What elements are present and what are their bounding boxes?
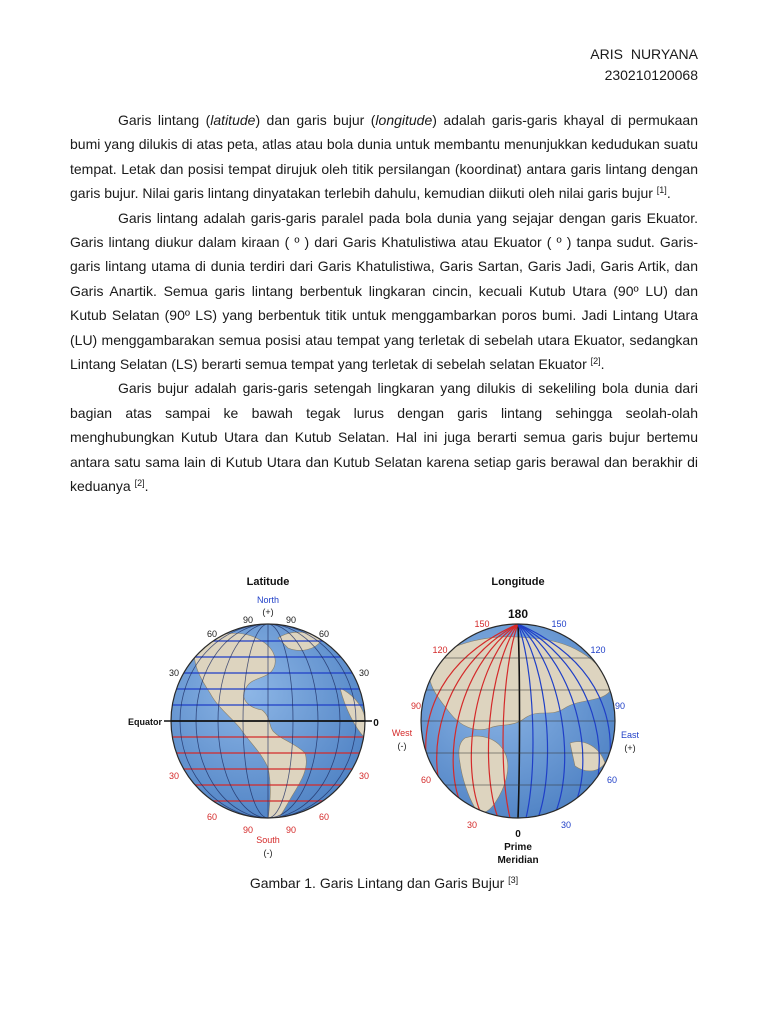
prime-label: Prime [504,842,532,853]
lon-label-e120: 120 [590,645,606,655]
lon-label-e150: 150 [551,619,567,629]
lon-label-e60: 60 [606,775,618,785]
lat-label-s30-left: 30 [168,771,180,781]
citation-ref: [2] [134,478,145,489]
lat-label-n60-left: 60 [206,629,218,639]
paragraph-2: Garis lintang adalah garis-garis paralel pada bola dunia yang sejajar dengan garis Ekuator. Garis lintang diukur dalam kiraan ( º ) dari Garis Khatulistiwa atau Ekuator ( º ) tanpa sudut. Garis-garis lintang utama di dunia terdiri dari Garis Khatulistiwa, Garis Sartan, Garis Jadi, Garis Artik, dan Garis Anartik. Semua garis lintang berbentuk lingkaran cincin, kecuali Kutub Utara (90º LU) dan Kutub Selatan (90º LS) yang berbentuk titik untuk menggambarkan poros bumi. Jadi Lintang Utara (LU) menggambarakan semua posisi atau tempat yang terletak di sebelah utara Ekuator, sedangkan Lintang Selatan (LS) berarti semua tempat yang terletak di sebelah selatan Ekuator [2]. [70,209,698,373]
lat-label-n90-right: 90 [285,615,297,625]
longitude-title: Longitude [491,576,545,588]
equator-label: Equator [127,717,162,727]
north-label: North [256,595,280,605]
lat-label-s90-left: 90 [242,825,254,835]
lon-label-e30: 30 [560,820,572,830]
west-label: West [391,728,413,738]
lon-label-0: 0 [515,829,521,840]
body-text [70,108,698,499]
lat-label-s30-right: 30 [358,771,370,781]
author-block [590,44,698,86]
lon-label-w90: 90 [410,701,422,711]
south-sign: (-) [263,848,273,858]
west-sign: (-) [397,741,407,751]
east-sign: (+) [624,743,636,753]
lat-label-s60-right: 60 [318,812,330,822]
south-label: South [256,835,280,845]
lat-label-n60-right: 60 [318,629,330,639]
lat-label-n90-left: 90 [242,615,254,625]
paragraph-3: Garis bujur adalah garis-garis setengah lingkaran yang dilukis di sekeliling bola dunia dari bagian atas sampai ke bawah tegak lurus dengan garis lintang sehingga seolah-olah menghubungkan Kutub Utara dan Kutub Selatan. Hal ini juga berarti semua garis bujur bertemu antara satu sama lain di Kutub Utara dan Kutub Selatan karena setiap garis berawal dan berakhir di keduanya [2]. [70,380,698,495]
author-id: 230210120068 [604,67,698,83]
meridian-label: Meridian [497,855,539,866]
lon-label-w60: 60 [420,775,432,785]
latitude-title: Latitude [246,576,290,588]
author-name: ARIS NURYANA [590,46,698,62]
citation-ref: [1] [656,185,667,196]
equator-zero-label: 0 [373,718,379,729]
lon-label-e90: 90 [614,701,626,711]
lon-label-180: 180 [507,607,529,621]
lon-label-w120: 120 [432,645,448,655]
lat-label-s60-left: 60 [206,812,218,822]
citation-ref: [3] [508,875,519,885]
longitude-globe [392,576,640,866]
lon-label-w30: 30 [466,820,478,830]
east-label: East [620,730,640,740]
globe-figure [100,568,680,873]
lat-label-s90-right: 90 [285,825,297,835]
lon-label-w150: 150 [474,619,490,629]
citation-ref: [2] [590,356,601,367]
paragraph-1: Garis lintang (latitude) dan garis bujur (longitude) adalah garis-garis khayal di permukaan bumi yang dilukis di atas peta, atlas atau bola dunia untuk membantu menunjukkan kedudukan suatu tempat. Letak dan posisi tempat dirujuk oleh titik persilangan (koordinat) antara garis lintang dengan garis bujur. Nilai garis lintang dinyatakan terlebih dahulu, kemudian diikuti oleh nilai garis bujur [1]. [70,112,698,202]
north-sign: (+) [262,607,274,617]
lat-label-n30-left: 30 [168,668,180,678]
lat-label-n30-right: 30 [358,668,370,678]
latitude-globe [128,576,379,858]
figure-caption: Gambar 1. Garis Lintang dan Garis Bujur [3] [249,875,519,891]
